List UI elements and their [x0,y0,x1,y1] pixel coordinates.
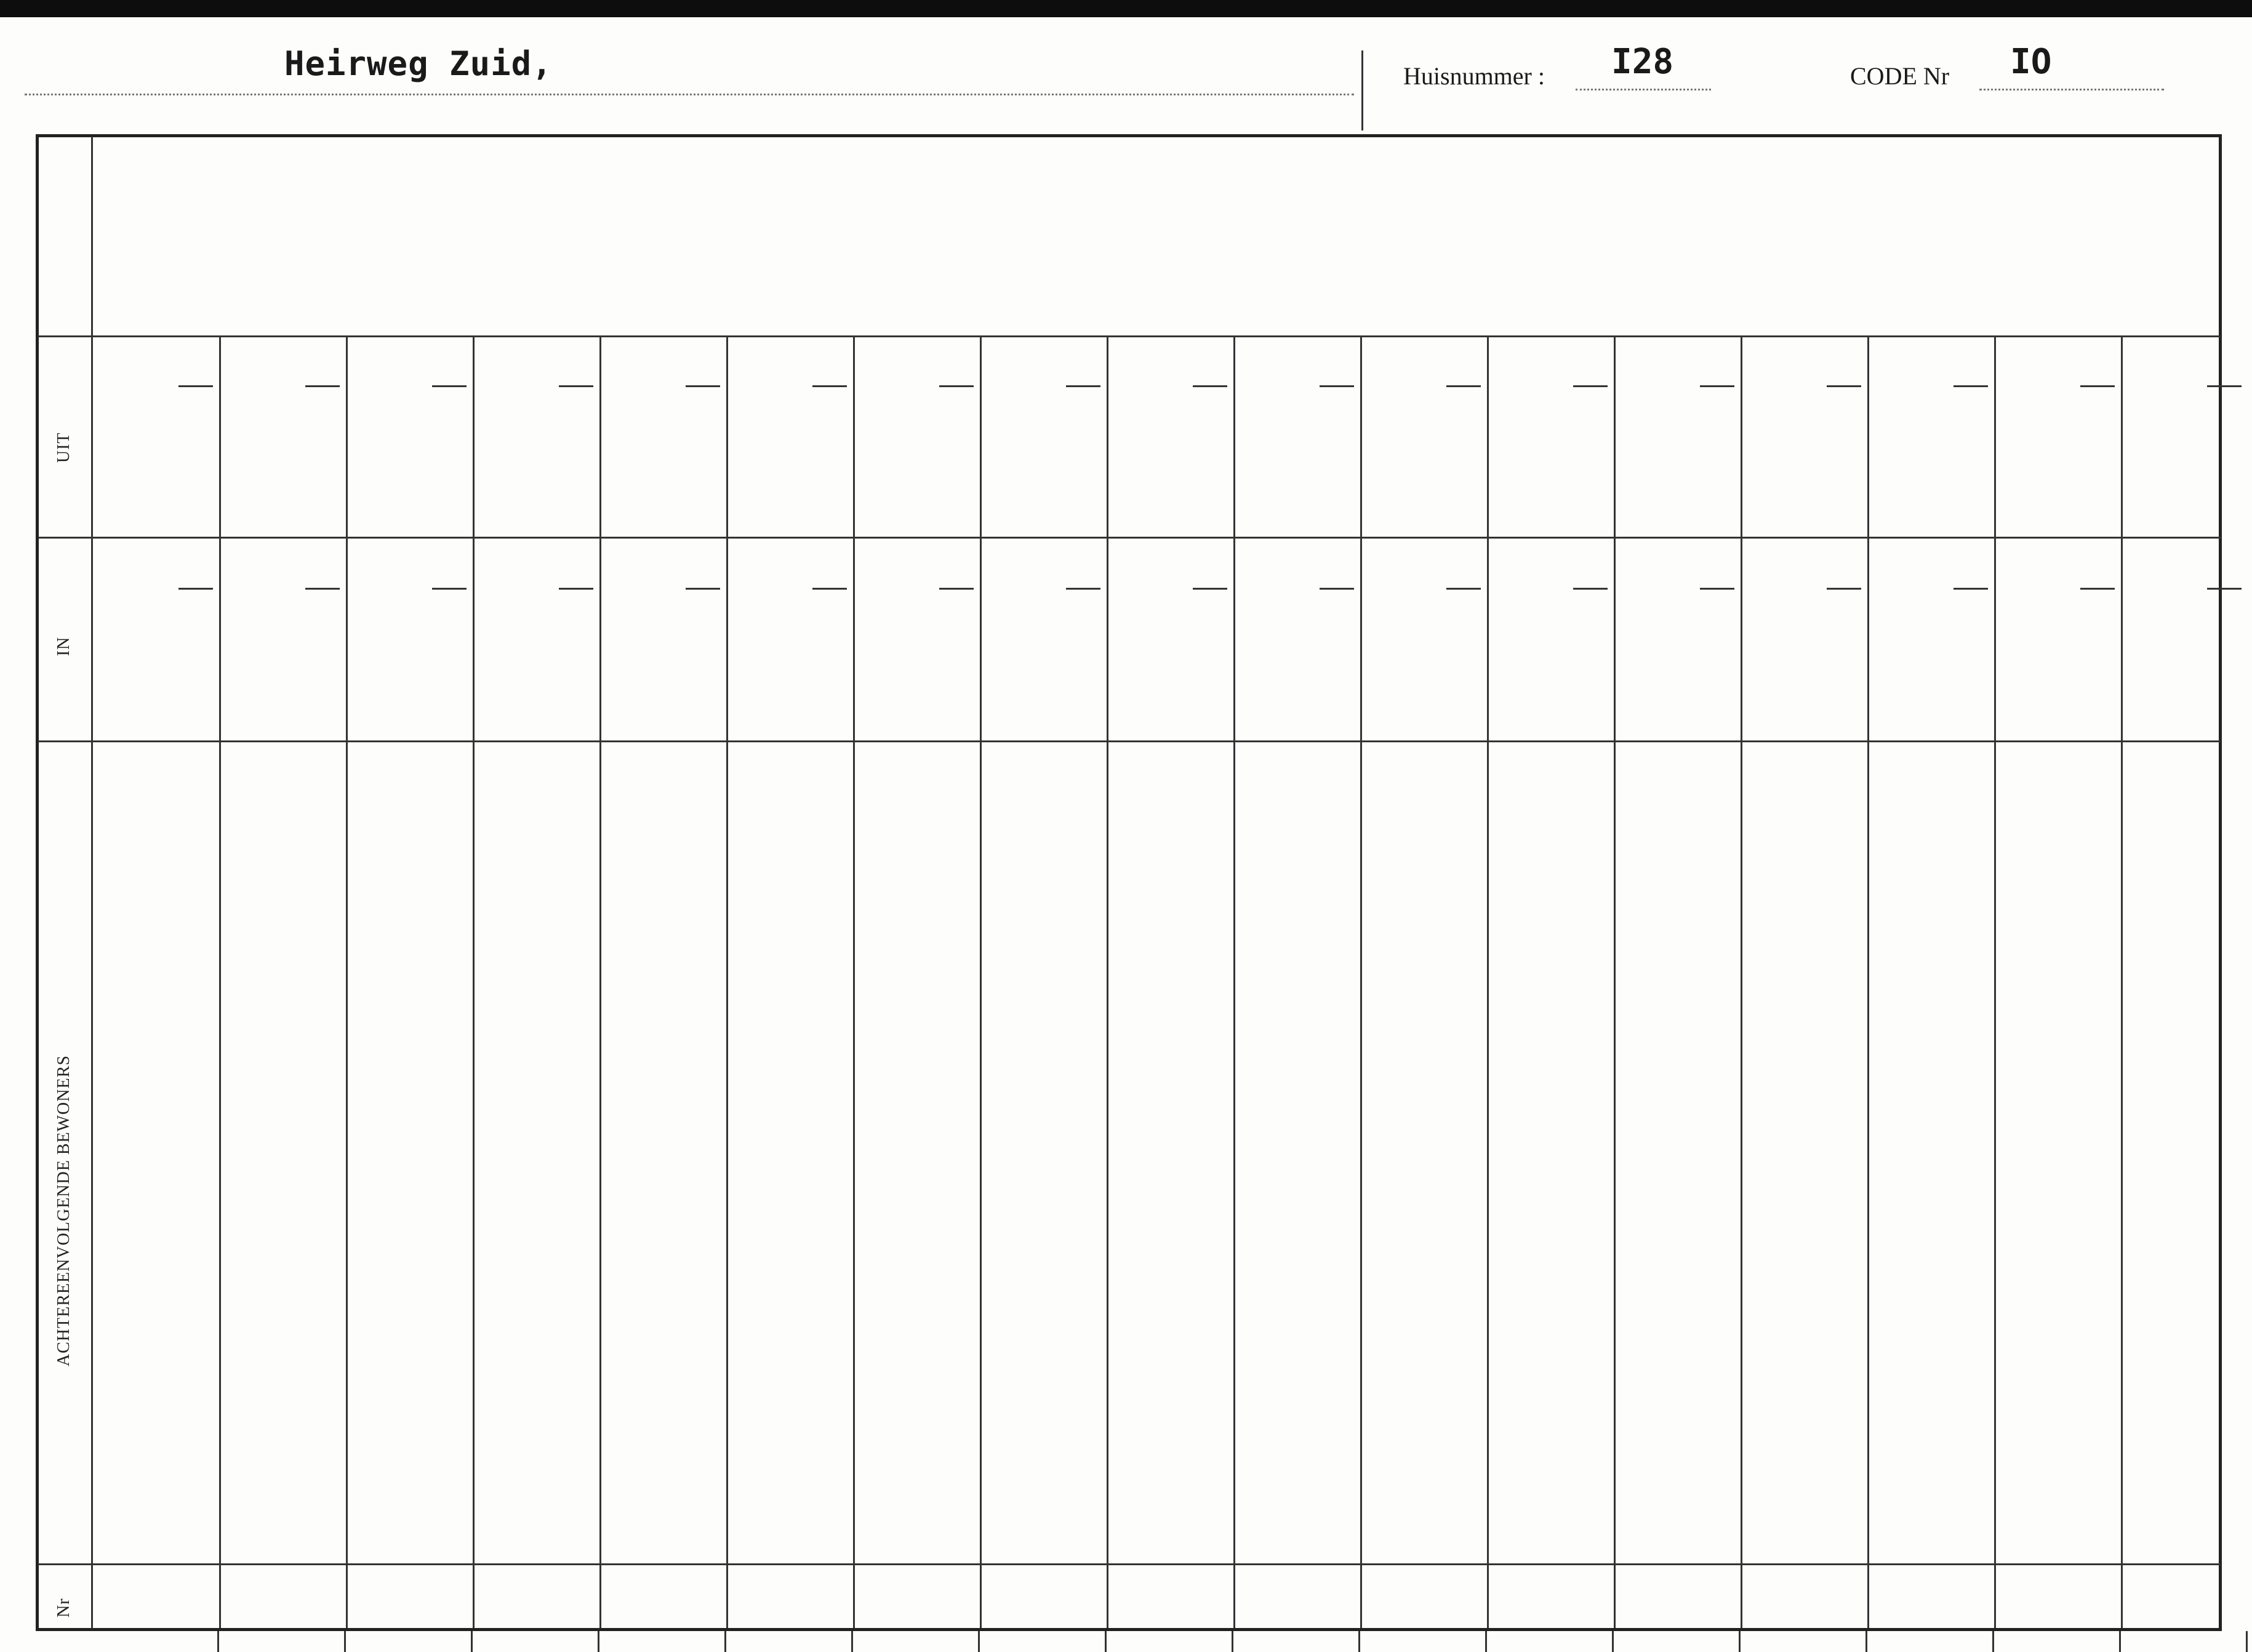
in-blank-dash [1953,588,1988,590]
column-divider [1867,335,1869,1628]
street-name: Heirweg Zuid, [284,44,553,83]
uit-blank-dash [939,385,974,387]
footer-tick [1992,1631,1994,1652]
in-blank-dash [559,588,593,590]
footer-tick [2246,1631,2248,1652]
uit-blank-dash [178,385,213,387]
in-blank-dash [1446,588,1481,590]
footer-tick [1105,1631,1107,1652]
footer-tick [851,1631,853,1652]
footer-tick [2119,1631,2121,1652]
footer-tick [978,1631,980,1652]
huisnummer-label: Huisnummer : [1403,62,1545,90]
footer-tick [724,1631,726,1652]
footer-tick [217,1631,219,1652]
column-divider [1994,335,1996,1628]
footer-tick [1232,1631,1233,1652]
code-label: CODE Nr [1850,62,1950,90]
column-divider [1487,335,1489,1628]
uit-blank-dash [686,385,720,387]
footer-tick [1358,1631,1360,1652]
label-column-divider [91,137,93,1629]
in-blank-dash [2207,588,2242,590]
uit-blank-dash [305,385,340,387]
street-dotted-line [25,94,1354,95]
in-blank-dash [1700,588,1734,590]
uit-section-label: UIT [54,432,73,463]
code-value: IO [2010,42,2052,82]
in-blank-dash [939,588,974,590]
column-divider [1614,335,1616,1628]
column-divider [980,335,982,1628]
in-section-label: IN [54,636,73,656]
code-dotted-line [1979,89,2164,90]
divider-uit-in [38,537,2221,539]
divider-bewoners-nr [38,1563,2221,1565]
uit-blank-dash [1573,385,1608,387]
divider-uit-top [38,335,94,337]
header-separator [1361,50,1363,130]
in-blank-dash [1193,588,1227,590]
uit-blank-dash [1953,385,1988,387]
in-blank-dash [1573,588,1608,590]
footer-tick [1485,1631,1487,1652]
column-divider [219,335,221,1628]
in-blank-dash [1066,588,1100,590]
footer-tick [344,1631,346,1652]
uit-blank-dash [1700,385,1734,387]
uit-blank-dash [1827,385,1861,387]
in-blank-dash [812,588,847,590]
footer-tick [1739,1631,1741,1652]
column-divider [599,335,601,1628]
divider-notes [91,335,2221,337]
column-divider [346,335,348,1628]
divider-in-bewoners [38,740,2221,742]
uit-blank-dash [2080,385,2115,387]
uit-blank-dash [559,385,593,387]
footer-tick [1612,1631,1614,1652]
footer-tick [598,1631,599,1652]
column-divider [473,335,475,1628]
in-blank-dash [2080,588,2115,590]
huisnummer-dotted-line [1576,89,1711,90]
uit-blank-dash [812,385,847,387]
huisnummer-value: I28 [1611,42,1674,82]
register-frame [36,134,2222,1631]
footer-tick [1865,1631,1867,1652]
in-blank-dash [1320,588,1354,590]
column-divider [726,335,728,1628]
in-blank-dash [686,588,720,590]
column-divider [1233,335,1235,1628]
column-divider [1360,335,1362,1628]
in-blank-dash [178,588,213,590]
in-blank-dash [432,588,467,590]
uit-blank-dash [1446,385,1481,387]
in-blank-dash [1827,588,1861,590]
uit-blank-dash [1193,385,1227,387]
uit-blank-dash [1066,385,1100,387]
column-divider [853,335,855,1628]
footer-tick [471,1631,473,1652]
in-blank-dash [305,588,340,590]
uit-blank-dash [1320,385,1354,387]
column-divider [2121,335,2123,1628]
nr-section-label: Nr [54,1598,73,1618]
scan-top-edge [0,0,2252,17]
bewoners-section-label: ACHTEREENVOLGENDE BEWONERS [54,1055,73,1366]
column-divider [1741,335,1742,1628]
column-divider [1107,335,1108,1628]
uit-blank-dash [2207,385,2242,387]
uit-blank-dash [432,385,467,387]
